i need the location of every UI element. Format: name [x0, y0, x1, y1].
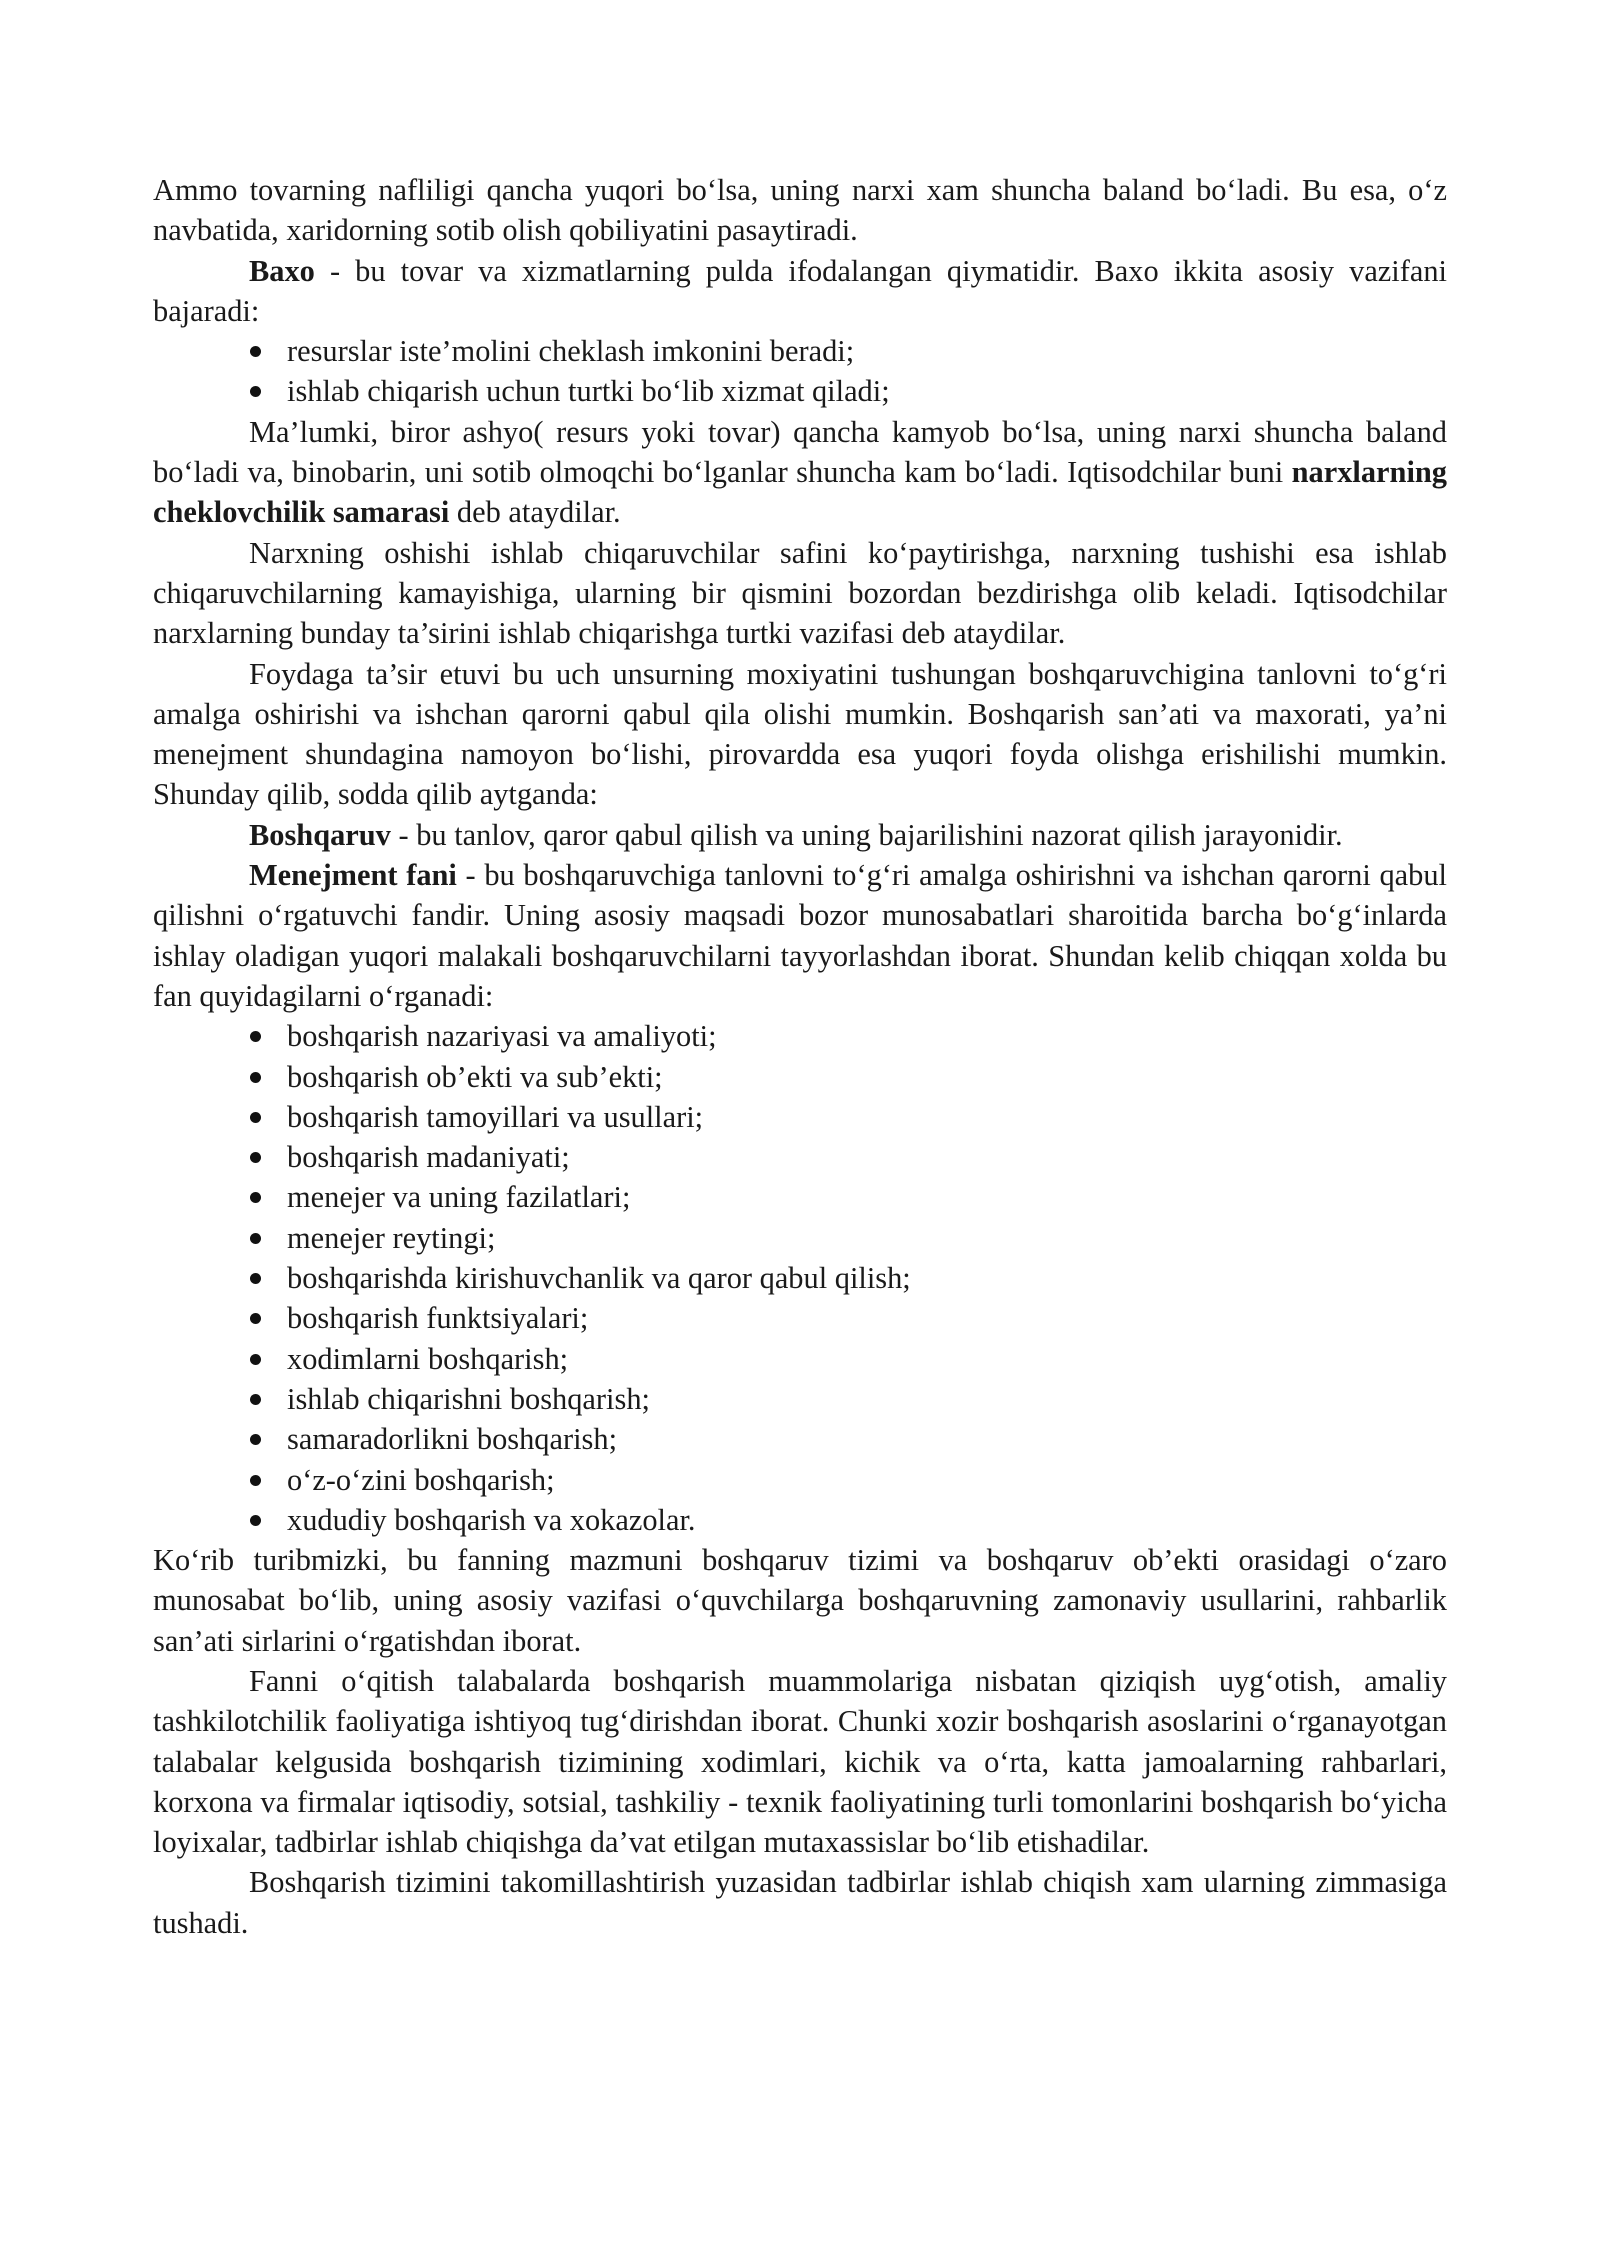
- list-item: [287, 1258, 1447, 1298]
- list-item-text: ishlab chiqarishni boshqarish;: [287, 1381, 650, 1416]
- list-item: [287, 1218, 1447, 1258]
- baxo-functions-list: [153, 331, 1447, 412]
- list-item-text: ishlab chiqarish uchun turtki bo‘lib xizmat qiladi;: [287, 374, 890, 409]
- bullet-icon: [250, 1072, 261, 1083]
- list-item: [287, 1057, 1447, 1097]
- baxo-definition-text: - bu tovar va xizmatlarning pulda ifodalangan qiymatidir. Baxo ikkita asosiy vazifani bajaradi:: [153, 253, 1447, 328]
- subject-topics-list: [153, 1016, 1447, 1540]
- paragraph-price-change: Narxning oshishi ishlab chiqaruvchilar safini ko‘paytirishga, narxning tushishi esa ishlab chiqaruvchilarning kamayishiga, ularning bir qismini bozordan bezdirishga olib keladi. Iqtisodchilar narxlarning bunday ta’sirini ishlab chiqarishga turtki vazifasi deb ataydilar.: [153, 535, 1447, 651]
- paragraph-improvement: Boshqarish tizimini takomillashtirish yuzasidan tadbirlar ishlab chiqish xam ularning zimmasiga tushadi.: [153, 1865, 1447, 1940]
- paragraph-boshqaruv-definition: [153, 815, 1447, 855]
- term-menejment-fani: Menejment fani: [249, 858, 457, 893]
- bullet-icon: [250, 1515, 261, 1526]
- term-price-limiting-effect: narxlarning cheklovchilik samarasi: [153, 455, 1447, 530]
- list-item-text: menejer reytingi;: [287, 1220, 496, 1255]
- paragraph-scarcity: [153, 412, 1447, 533]
- bullet-icon: [250, 386, 261, 397]
- list-item: [287, 331, 1447, 371]
- list-item: [287, 1500, 1447, 1540]
- bullet-icon: [250, 1031, 261, 1042]
- list-item-text: boshqarish ob’ekti va sub’ekti;: [287, 1059, 663, 1094]
- list-item: [287, 1460, 1447, 1500]
- bullet-icon: [250, 1394, 261, 1405]
- bullet-icon: [250, 1354, 261, 1365]
- list-item-text: xududiy boshqarish va xokazolar.: [287, 1502, 696, 1537]
- bullet-icon: [250, 346, 261, 357]
- list-item: [287, 1379, 1447, 1419]
- bullet-icon: [250, 1112, 261, 1123]
- list-item-text: boshqarish tamoyillari va usullari;: [287, 1099, 704, 1134]
- list-item-text: boshqarish madaniyati;: [287, 1140, 570, 1175]
- list-item: [287, 371, 1447, 411]
- term-baxo: Baxo: [249, 253, 315, 288]
- list-item: [287, 1097, 1447, 1137]
- paragraph-menejment-definition: [153, 855, 1447, 1016]
- list-item-text: o‘z-o‘zini boshqarish;: [287, 1462, 555, 1497]
- scarcity-text-after: deb ataydilar.: [449, 495, 621, 530]
- document-page: [153, 170, 1447, 1943]
- list-item: [287, 1177, 1447, 1217]
- paragraph-teaching-goal: Fanni o‘qitish talabalarda boshqarish muammolariga nisbatan qiziqish uyg‘otish, amaliy tashkilotchilik faoliyatiga ishtiyoq tug‘dirishdan iborat. Chunki xozir boshqarish asoslarini o‘rganayotgan talabalar kelgusida boshqarish tizimining xodimlari, kichik va o‘rta, katta jamoalarning rahbarlari, korxona va firmalar iqtisodiy, sotsial, tashkiliy - texnik faoliyatining turli tomonlarini boshqarish bo‘yicha loyixalar, tadbirlar ishlab chiqishga da’vat etilgan mutaxassislar bo‘lib etishadilar.: [153, 1663, 1447, 1860]
- list-item-text: boshqarish funktsiyalari;: [287, 1301, 589, 1336]
- list-item-text: resurslar iste’molini cheklash imkonini beradi;: [287, 334, 855, 369]
- list-item-text: boshqarish nazariyasi va amaliyoti;: [287, 1019, 717, 1054]
- bullet-icon: [250, 1152, 261, 1163]
- scarcity-text-before: Ma’lumki, biror ashyo( resurs yoki tovar) qancha kamyob bo‘lsa, uning narxi shuncha baland bo‘ladi va, binobarin, uni sotib olmoqchi bo‘lganlar shuncha kam bo‘ladi. Iqtisodchilar buni: [153, 414, 1447, 490]
- menejment-definition-text: - bu boshqaruvchiga tanlovni to‘g‘ri amalga oshirishni va ishchan qarorni qabul qilishni o‘rgatuvchi fandir. Uning asosiy maqsadi bozor munosabatlari sharoitida barcha bo‘g‘inlarda ishlay oladigan yuqori malakali boshqaruvchilarni tayyorlashdan iborat. Shundan kelib chiqqan xolda bu fan quyidagilarni o‘rganadi:: [153, 858, 1447, 1013]
- boshqaruv-definition-text: - bu tanlov, qaror qabul qilish va uning bajarilishini nazorat qilish jarayonidir.: [390, 817, 1343, 852]
- bullet-icon: [250, 1192, 261, 1203]
- list-item: [287, 1339, 1447, 1379]
- paragraph-profit-influence: Foydaga ta’sir etuvi bu uch unsurning moxiyatini tushungan boshqaruvchigina tanlovni to‘g‘ri amalga oshirishi va ishchan qarorni qabul qila olishi mumkin. Boshqarish san’ati va maxorati, ya’ni menejment shundagina namoyon bo‘lishi, pirovardda esa yuqori foyda olishga erishilishi mumkin. Shunday qilib, sodda qilib aytganda:: [153, 656, 1447, 812]
- list-item-text: boshqarishda kirishuvchanlik va qaror qabul qilish;: [287, 1261, 911, 1296]
- list-item: [287, 1016, 1447, 1056]
- paragraph-baxo-definition: [153, 251, 1447, 332]
- paragraph-1: Ammo tovarning nafliligi qancha yuqori bo‘lsa, uning narxi xam shuncha baland bo‘ladi. Bu esa, o‘z navbatida, xaridorning sotib olish qobiliyatini pasaytiradi.: [153, 173, 1447, 248]
- list-item-text: xodimlarni boshqarish;: [287, 1341, 569, 1376]
- bullet-icon: [250, 1273, 261, 1284]
- list-item-text: samaradorlikni boshqarish;: [287, 1422, 618, 1457]
- list-item: [287, 1419, 1447, 1459]
- list-item: [287, 1137, 1447, 1177]
- list-item-text: menejer va uning fazilatlari;: [287, 1180, 631, 1215]
- list-item: [287, 1298, 1447, 1338]
- bullet-icon: [250, 1434, 261, 1445]
- bullet-icon: [250, 1475, 261, 1486]
- paragraph-subject-content: Ko‘rib turibmizki, bu fanning mazmuni boshqaruv tizimi va boshqaruv ob’ekti orasidagi o‘zaro munosabat bo‘lib, uning asosiy vazifasi o‘quvchilarga boshqaruvning zamonaviy usullarini, rahbarlik san’ati sirlarini o‘rgatishdan iborat.: [153, 1543, 1447, 1658]
- bullet-icon: [250, 1233, 261, 1244]
- bullet-icon: [250, 1313, 261, 1324]
- term-boshqaruv: Boshqaruv: [249, 817, 391, 852]
